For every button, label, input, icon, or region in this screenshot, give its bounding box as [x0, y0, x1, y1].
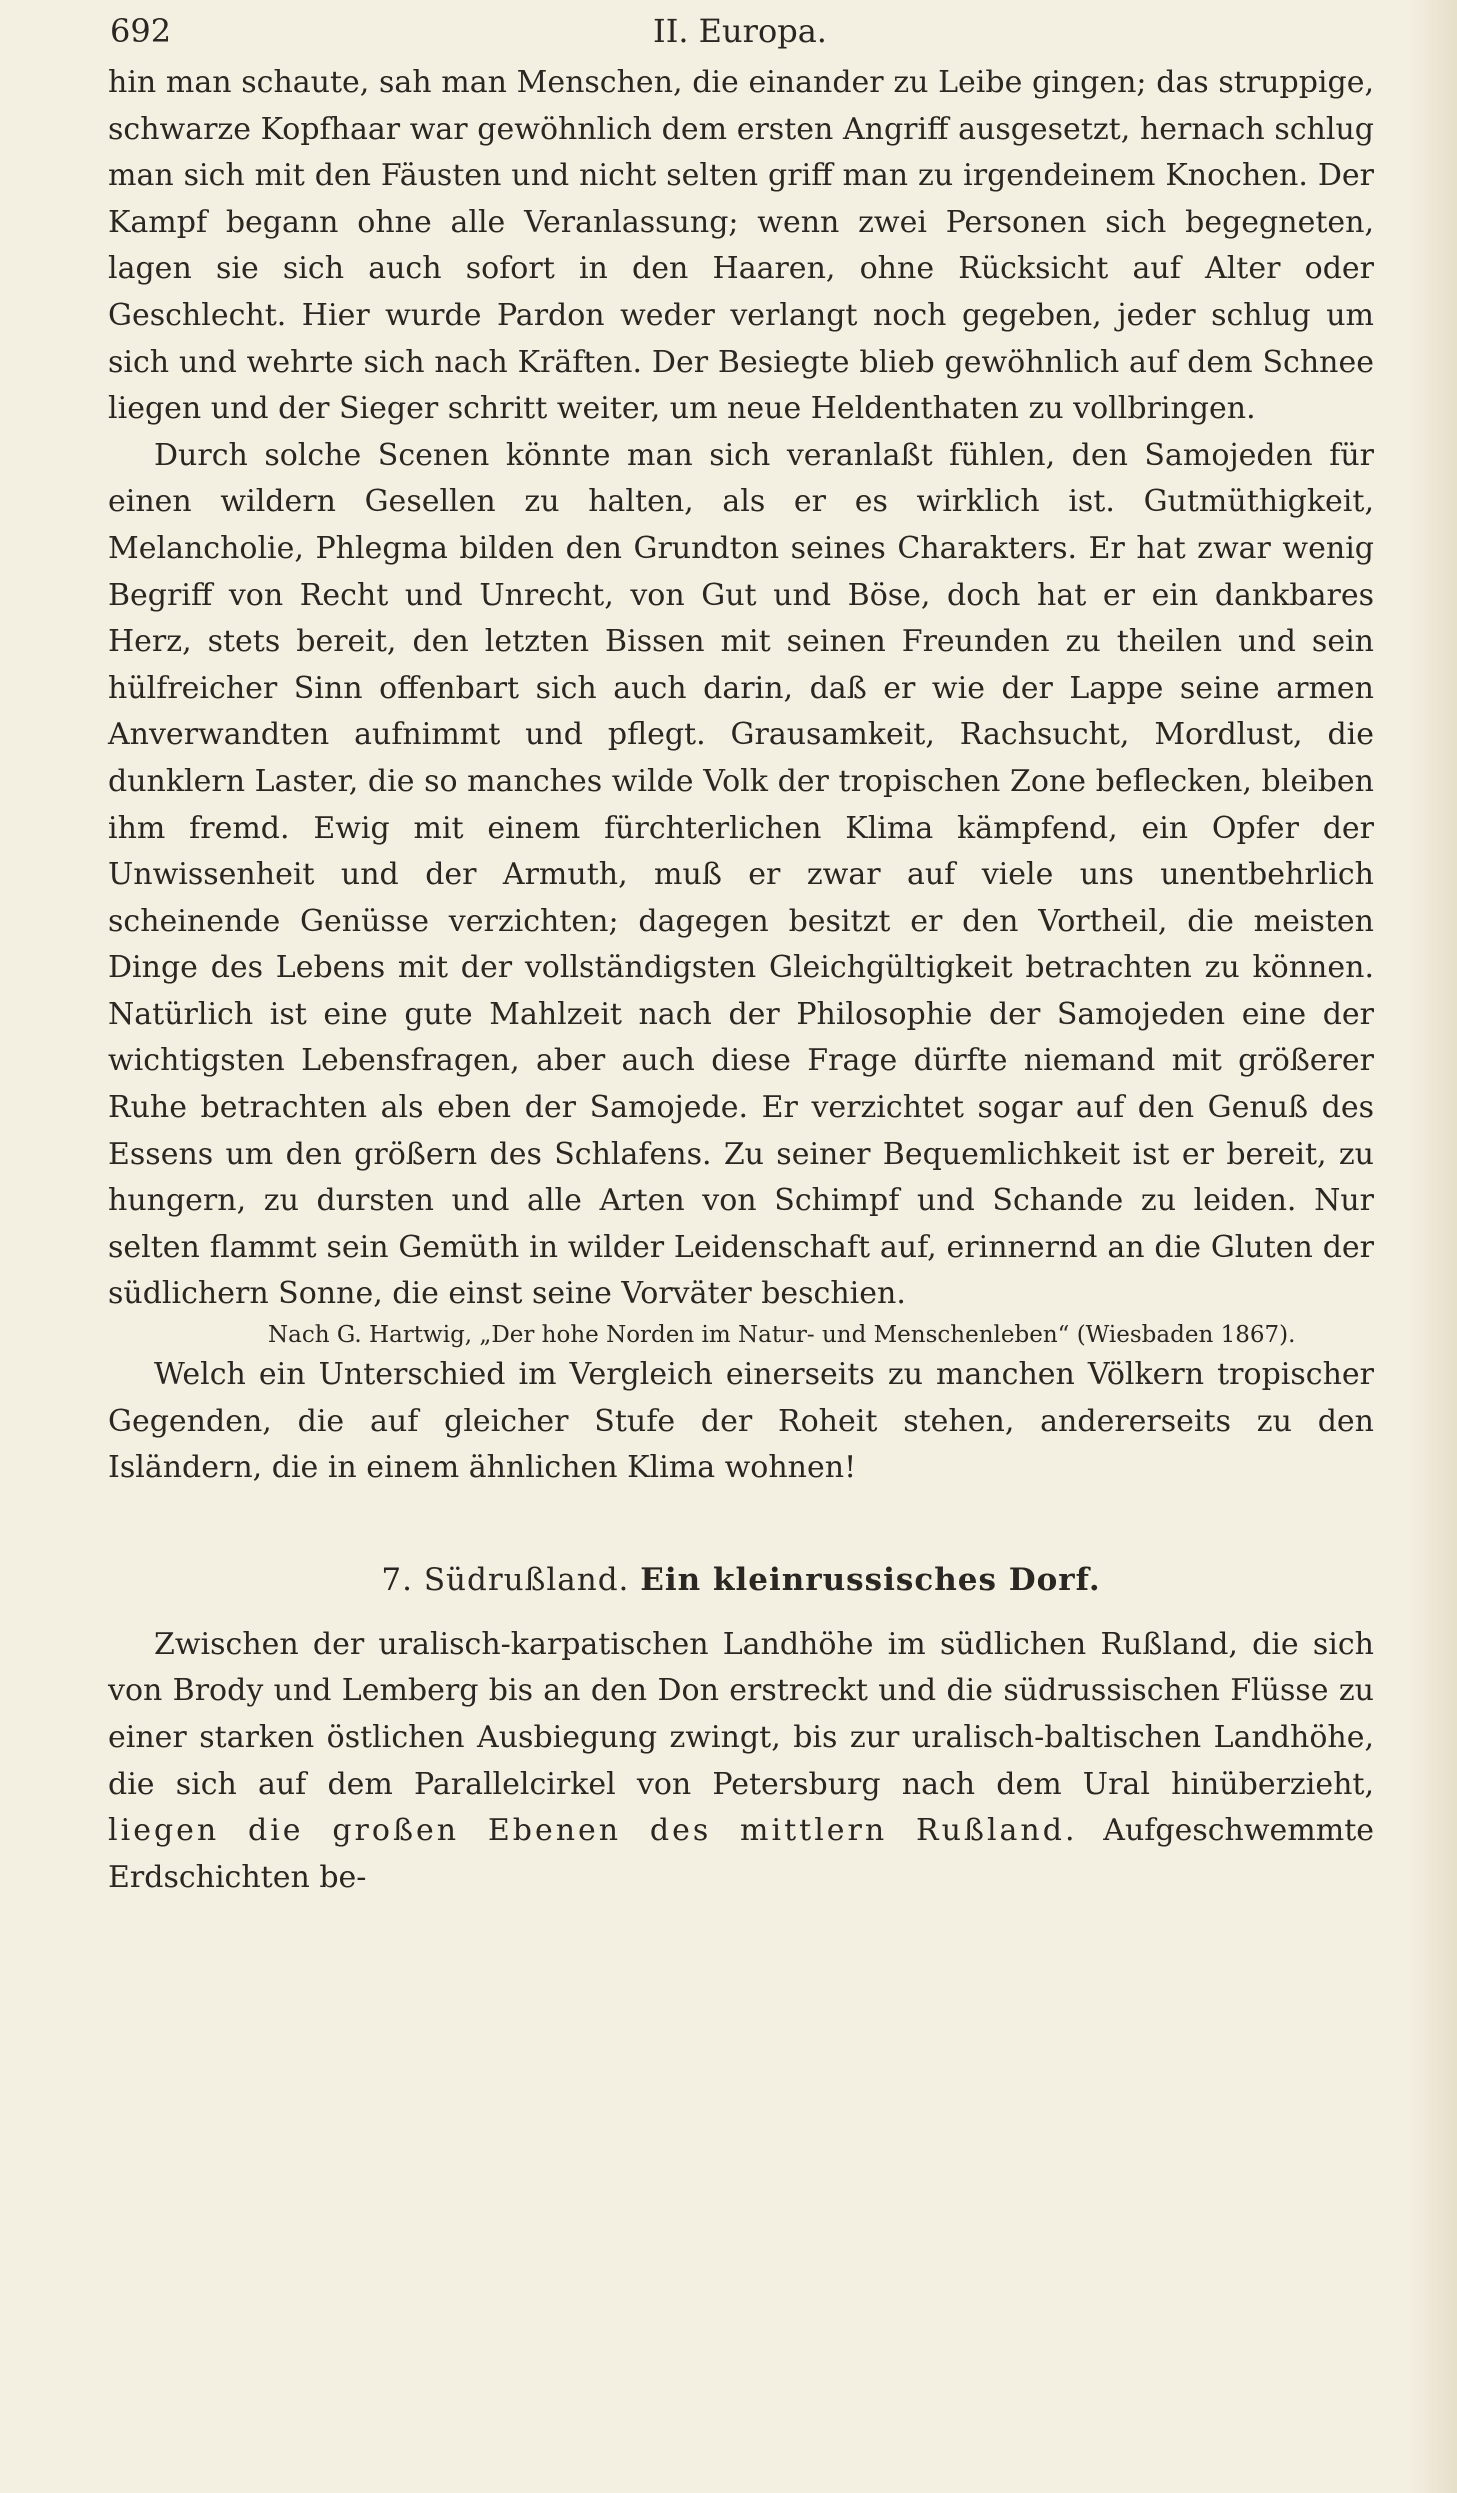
section-heading	[108, 1560, 1374, 1600]
paragraph: Welch ein Unterschied im Vergleich einerseits zu manchen Völkern tropischer Gegenden, die auf gleicher Stufe der Roheit stehen, andererseits zu den Isländern, die in einem ähnlichen Klima wohnen!	[108, 1357, 1374, 1486]
spaced-emphasis: liegen die großen Ebenen des mittlern Rußland.	[108, 1813, 1078, 1849]
section-number: 7.	[381, 1561, 413, 1598]
section-region: Südrußland.	[423, 1561, 630, 1598]
page-edge-shadow	[1409, 0, 1457, 2493]
page-header	[110, 6, 1370, 56]
section-paragraph-end: Aufgeschwemmte Erdschichten be-	[108, 1813, 1374, 1895]
body-text	[108, 60, 1374, 1901]
section-paragraph-start: Zwischen der uralisch-karpatischen Landhöhe im südlichen Rußland, die sich von Brody und Lemberg bis an den Don erstreckt und die südrussischen Flüsse zu einer starken östlichen Ausbiegung zwingt, bis zur uralisch-baltischen Landhöhe, die sich auf dem Parallelcirkel von Petersburg nach dem Ural hinüberzieht,	[108, 1626, 1374, 1802]
paragraph	[108, 1622, 1374, 1902]
paragraph: hin man schaute, sah man Menschen, die einander zu Leibe gingen; das struppige, schwarze Kopfhaar war gewöhnlich dem ersten Angriff ausgesetzt, hernach schlug man sich mit den Fäusten und nicht selten griff man zu irgendeinem Knochen. Der Kampf begann ohne alle Veranlassung; wenn zwei Personen sich begegneten, lagen sie sich auch sofort in den Haaren, ohne Rücksicht auf Alter oder Geschlecht. Hier wurde Pardon weder verlangt noch gegeben, jeder schlug um sich und wehrte sich nach Kräften. Der Besiegte blieb gewöhnlich auf dem Schnee liegen und der Sieger schritt weiter, um neue Heldenthaten zu vollbringen.	[108, 65, 1374, 427]
section-title: Ein kleinrussisches Dorf.	[640, 1561, 1101, 1598]
running-head: II. Europa.	[653, 12, 827, 50]
page-number: 692	[110, 12, 172, 50]
paragraph: Durch solche Scenen könnte man sich veranlaßt fühlen, den Samojeden für einen wildern Gesellen zu halten, als er es wirklich ist. Gutmüthigkeit, Melancholie, Phlegma bilden den Grundton seines Charakters. Er hat zwar wenig Begriff von Recht und Unrecht, von Gut und Böse, doch hat er ein dankbares Herz, stets bereit, den letzten Bissen mit seinen Freunden zu theilen und sein hülfreicher Sinn offenbart sich auch darin, daß er wie der Lappe seine armen Anverwandten aufnimmt und pflegt. Grausamkeit, Rachsucht, Mordlust, die dunklern Laster, die so manches wilde Volk der tropischen Zone beflecken, bleiben ihm fremd. Ewig mit einem fürchterlichen Klima kämpfend, ein Opfer der Unwissenheit und der Armuth, muß er zwar auf viele uns unentbehrlich scheinende Genüsse verzichten; dagegen besitzt er den Vortheil, die meisten Dinge des Lebens mit der vollständigsten Gleichgültigkeit betrachten zu können. Natürlich ist eine gute Mahlzeit nach der Philosophie der Samojeden eine der wichtigsten Lebensfragen, aber auch diese Frage dürfte niemand mit größerer Ruhe betrachten als eben der Samojede. Er verzichtet sogar auf den Genuß des Essens um den größern des Schlafens. Zu seiner Bequemlichkeit ist er bereit, zu hungern, zu dursten und alle Arten von Schimpf und Schande zu leiden. Nur selten flammt sein Gemüth in wilder Leidenschaft auf, erinnernd an die Gluten der südlichern Sonne, die einst seine Vorväter beschien.	[108, 437, 1374, 1312]
source-citation: Nach G. Hartwig, „Der hohe Norden im Natur- und Menschenleben“ (Wiesbaden 1867).	[268, 1322, 1296, 1349]
